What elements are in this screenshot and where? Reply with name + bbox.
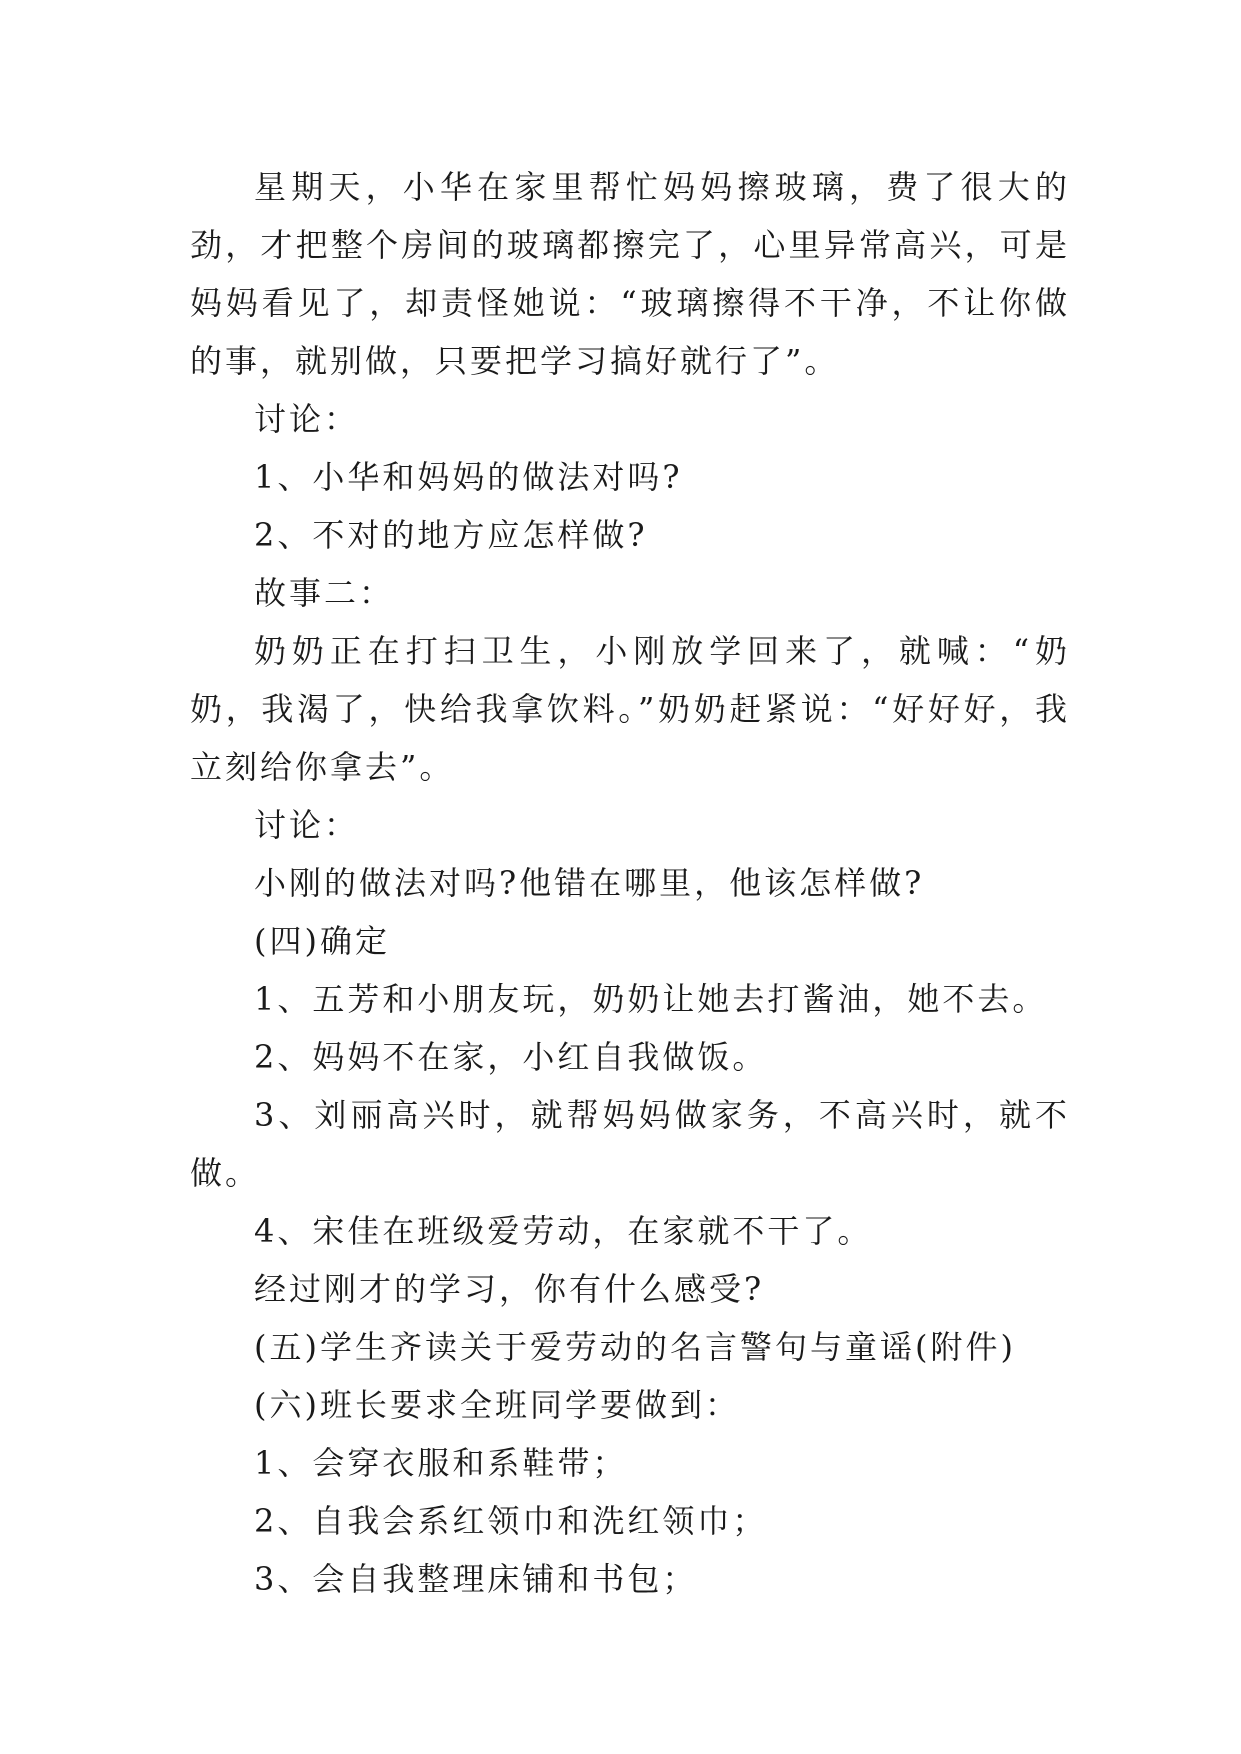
discussion-heading: 讨论： [254,806,360,844]
list-item: 2、妈妈不在家，小红自我做饭。 [254,1038,768,1076]
discussion-question: 2、不对的地方应怎样做? [254,516,648,554]
story-two-paragraph: 奶奶正在打扫卫生，小刚放学回来了，就喊：“奶奶，我渴了，快给我拿饮料。”奶奶赶紧说：“好好好，我立刻给你拿去”。 [190,632,1070,786]
section-heading: (四)确定 [254,922,390,960]
list-item: 3、刘丽高兴时，就帮妈妈做家务，不高兴时，就不做。 [190,1096,1070,1192]
list-item: 2、自我会系红领巾和洗红领巾； [254,1502,768,1540]
section-heading: (五)学生齐读关于爱劳动的名言警句与童谣(附件) [254,1328,1016,1366]
section-heading: (六)班长要求全班同学要做到： [254,1386,740,1424]
list-item: 3、会自我整理床铺和书包； [254,1560,698,1598]
list-item: 1、会穿衣服和系鞋带； [254,1444,628,1482]
list-item: 1、五芳和小朋友玩，奶奶让她去打酱油，她不去。 [254,980,1048,1018]
discussion-heading: 讨论： [254,400,360,438]
story-one-paragraph: 星期天，小华在家里帮忙妈妈擦玻璃，费了很大的劲，才把整个房间的玻璃都擦完了，心里异常高兴，可是妈妈看见了，却责怪她说：“玻璃擦得不干净，不让你做的事，就别做，只要把学习搞好就行了”。 [190,168,1070,380]
document-body [190,158,1070,1608]
discussion-question: 小刚的做法对吗?他错在哪里，他该怎样做? [254,864,925,902]
discussion-question: 1、小华和妈妈的做法对吗? [254,458,683,496]
story-two-heading: 故事二： [254,574,395,612]
reflection-question: 经过刚才的学习，你有什么感受? [254,1270,765,1308]
list-item: 4、宋佳在班级爱劳动，在家就不干了。 [254,1212,873,1250]
